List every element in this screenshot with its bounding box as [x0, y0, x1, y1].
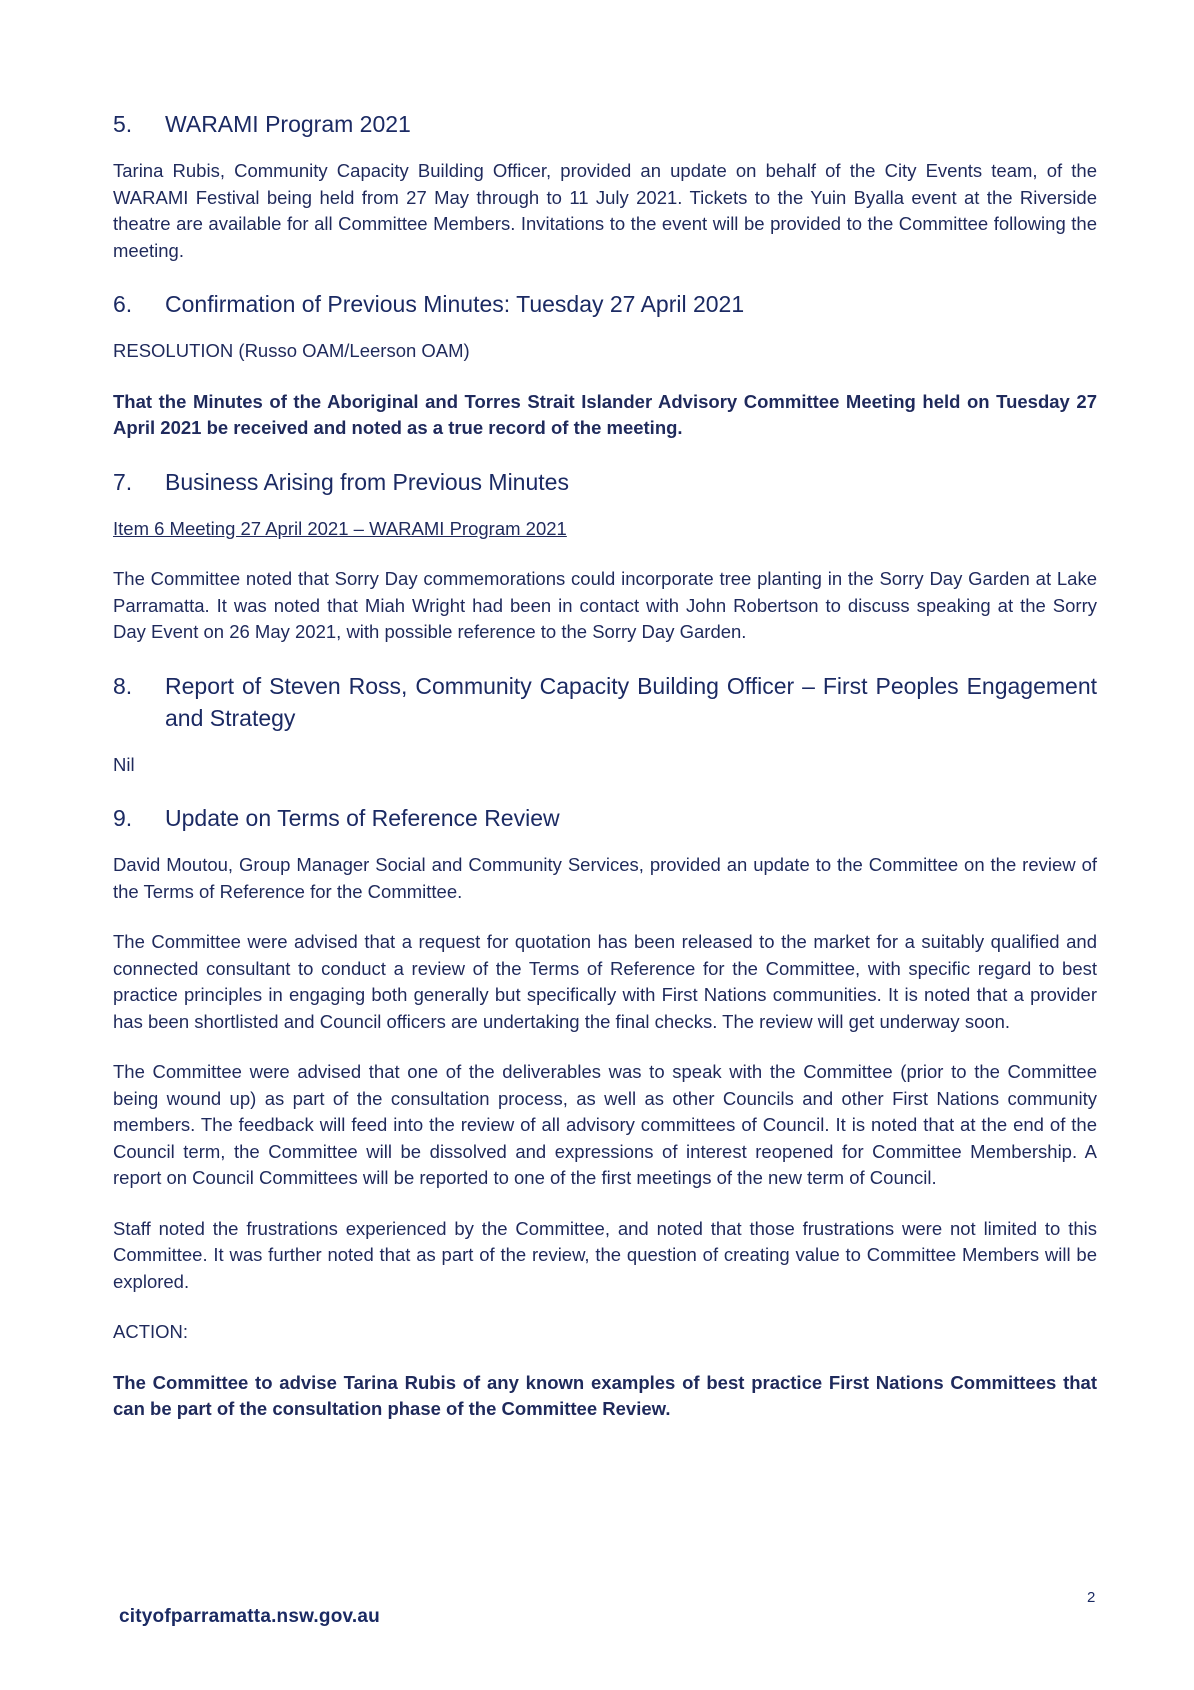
- section-9: [113, 802, 1097, 1423]
- resolution-text: That the Minutes of the Aboriginal and Torres Strait Islander Advisory Committee Meeting held on Tuesday 27 April 2021 be received and noted as a true record of the meeting.: [113, 390, 1097, 438]
- section-number: 5.: [113, 111, 133, 137]
- footer-url: cityofparramatta.nsw.gov.au: [119, 1606, 380, 1627]
- paragraph: Staff noted the frustrations experienced by the Committee, and noted that those frustrations were not limited to this Committee. It was further noted that as part of the review, the question of creating value to Committee Members will be explored.: [113, 1217, 1097, 1292]
- action-text: The Committee to advise Tarina Rubis of any known examples of best practice First Nations Committees that can be part of the consultation phase of the Committee Review.: [113, 1371, 1097, 1419]
- section-heading: [113, 466, 1097, 498]
- section-heading: [113, 288, 1097, 320]
- page-number: 2: [1087, 1589, 1096, 1606]
- section-number: 9.: [113, 805, 133, 831]
- resolution-label: RESOLUTION (Russo OAM/Leerson OAM): [113, 340, 470, 361]
- section-6: [113, 288, 1097, 442]
- section-title: Update on Terms of Reference Review: [165, 805, 560, 831]
- page-content: [113, 108, 1097, 1423]
- section-heading: [113, 802, 1097, 834]
- section-number: 6.: [113, 291, 133, 317]
- paragraph: The Committee were advised that a request for quotation has been released to the market for a suitably qualified and connected consultant to conduct a review of the Terms of Reference for the Committee, with specific regard to best practice principles in engaging both generally but specifically with First Nations communities. It is noted that a provider has been shortlisted and Council officers are undertaking the final checks. The review will get underway soon.: [113, 931, 1097, 1032]
- section-8: [113, 670, 1097, 779]
- section-title: Report of Steven Ross, Community Capacity Building Officer – First Peoples Engagement and Strategy: [165, 672, 1097, 731]
- item-subheading: Item 6 Meeting 27 April 2021 – WARAMI Program 2021: [113, 517, 567, 539]
- paragraph: Tarina Rubis, Community Capacity Building Officer, provided an update on behalf of the City Events team, of the WARAMI Festival being held from 27 May through to 11 July 2021. Tickets to the Yuin Byalla event at the Riverside theatre are available for all Committee Members. Invitations to the event will be provided to the Committee following the meeting.: [113, 160, 1097, 261]
- action-label: ACTION:: [113, 1321, 189, 1342]
- section-title: WARAMI Program 2021: [165, 111, 411, 137]
- section-heading: [113, 670, 1097, 734]
- section-5: [113, 108, 1097, 264]
- section-7: [113, 466, 1097, 646]
- section-title: Business Arising from Previous Minutes: [165, 468, 569, 495]
- paragraph: The Committee were advised that one of the deliverables was to speak with the Committee (prior to the Committee being wound up) as part of the consultation process, as well as other Councils and other First Nations community members. The feedback will feed into the review of all advisory committees of Council. It is noted that at the end of the Council term, the Committee will be dissolved and expressions of interest reopened for Committee Membership. A report on Council Committees will be reported to one of the first meetings of the new term of Council.: [113, 1061, 1097, 1188]
- paragraph: David Moutou, Group Manager Social and Community Services, provided an update to the Committee on the review of the Terms of Reference for the Committee.: [113, 854, 1097, 902]
- section-number: 7.: [113, 468, 133, 495]
- paragraph: The Committee noted that Sorry Day commemorations could incorporate tree planting in the Sorry Day Garden at Lake Parramatta. It was noted that Miah Wright had been in contact with John Robertson to discuss speaking at the Sorry Day Event on 26 May 2021, with possible reference to the Sorry Day Garden.: [113, 568, 1097, 642]
- section-title: Confirmation of Previous Minutes: Tuesday 27 April 2021: [165, 291, 745, 317]
- paragraph: Nil: [113, 753, 135, 775]
- section-heading: [113, 108, 1097, 140]
- section-number: 8.: [113, 672, 133, 699]
